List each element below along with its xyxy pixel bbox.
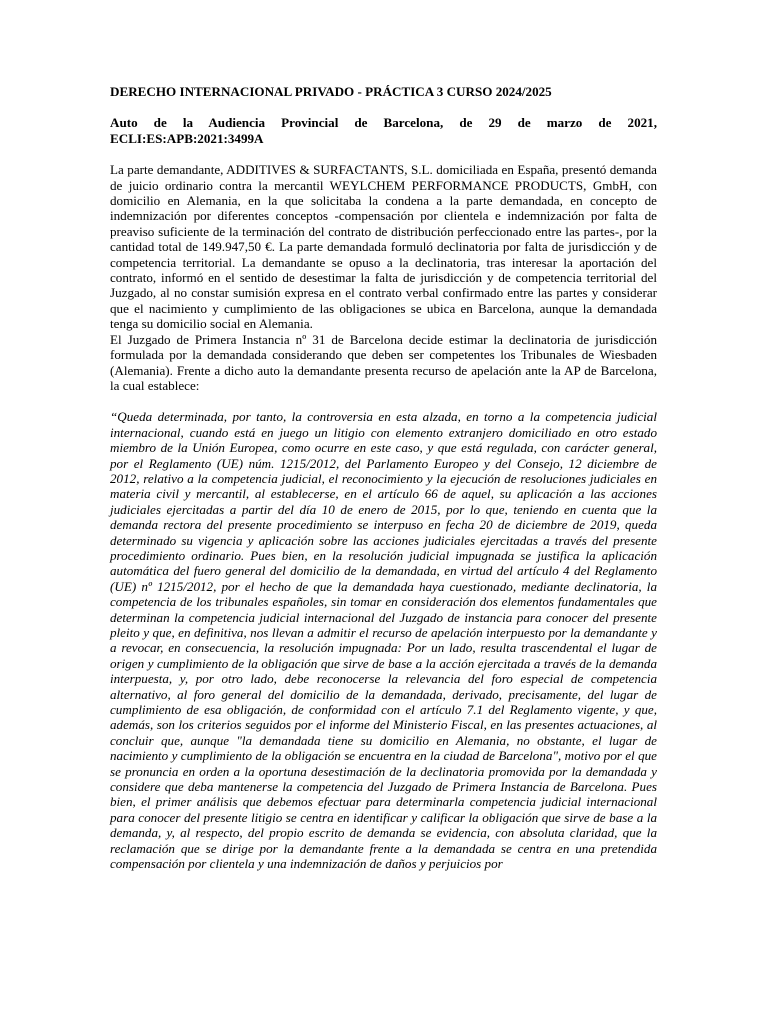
court-quote: “Queda determinada, por tanto, la controversia en esta alzada, en torno a la competencia judicial internacional, cuando está en juego un litigio con elemento extranjero domiciliado en otro estado miembro de la Unión Europea, como ocurre en este caso, y que está regulada, con carácter general, por el Reglamento (UE) núm. 1215/2012, del Parlamento Europeo y del Consejo, 12 diciembre de 2012, relativo a la competencia judicial, el reconocimiento y la ejecución de resoluciones judiciales en materia civil y mercantil, al establecerse, en el artículo 66 de aquel, su aplicación a las acciones judiciales ejercitadas a partir del día 10 de enero de 2015, por lo que, teniendo en cuenta que la demanda rectora del presente procedimiento se interpuso en fecha 20 de diciembre de 2019, queda determinado su vigencia y aplicación sobre las acciones judiciales ejercitadas a través del presente procedimiento ordinario. Pues bien, en la resolución judicial impugnada se justifica la aplicación automática del fuero general del domicilio de la demandada, en virtud del artículo 4 del Reglamento (UE) nº 1215/2012, por el hecho de que la demandada haya cuestionado, mediante declinatoria, la competencia de los tribunales españoles, sin tomar en consideración dos elementos fundamentales que determinan la competencia judicial internacional del Juzgado de instancia para conocer del presente pleito y que, en definitiva, nos llevan a admitir el recurso de apelación interpuesto por la demandante y a revocar, en consecuencia, la resolución impugnada: Por un lado, resulta trascendental el lugar de origen y cumplimiento de la obligación que sirve de base a la acción ejercitada a través de la demanda interpuesta, y, por otro lado, debe reconocerse la relevancia del foro especial de competencia alternativo, al foro general del domicilio de la demandada, derivado, precisamente, del lugar de cumplimiento de esa obligación, de conformidad con el artículo 7.1 del Reglamento vigente, y que, además, son los criterios seguidos por el informe del Ministerio Fiscal, en las presentes actuaciones, al concluir que, aunque "la demandada tiene su domicilio en Alemania, no obstante, el lugar de nacimiento y cumplimiento de la obligación se encuentra en la ciudad de Barcelona", motivo por el que se pronuncia en orden a la oportuna desestimación de la declinatoria promovida por la demandada y considere que deba mantenerse la competencia del Juzgado de Primera Instancia de Barcelona. Pues bien, el primer análisis que debemos efectuar para determinarla competencia judicial internacional para conocer del presente litigio se centra en identificar y calificar la obligación que sirve de base a la demanda, y, al respecto, del propio escrito de demanda se evidencia, con absoluta claridad, que la reclamación que se dirige por la demandante frente a la demandada se centra en una pretendida compensación por clientela y una indemnización de daños y perjuicios por [110, 409, 657, 872]
document-subtitle: Auto de la Audiencia Provincial de Barcelona, de 29 de marzo de 2021, ECLI:ES:APB:2021:3499A [110, 115, 657, 146]
document-title: DERECHO INTERNACIONAL PRIVADO - PRÁCTICA 3 CURSO 2024/2025 [110, 84, 552, 99]
paragraph-facts: La parte demandante, ADDITIVES & SURFACTANTS, S.L. domiciliada en España, presentó demanda de juicio ordinario contra la mercantil WEYLCHEM PERFORMANCE PRODUCTS, GmbH, con domicilio en Alemania, en la que solicitaba la condena a la parte demandada, en concepto de indemnización por diferentes conceptos -compensación por clientela e indemnización por falta de preaviso suficiente de la terminación del contrato de distribución perfeccionado entre las partes-, por la cantidad total de 149.947,50 €. La parte demandada formuló declinatoria por falta de jurisdicción y de competencia territorial. La demandante se opuso a la declinatoria, tras interesar la aportación del contrato, informó en el sentido de desestimar la falta de jurisdicción y de competencia territorial del Juzgado, al no constar sumisión expresa en el contrato verbal confirmado entre las partes y considerar que el nacimiento y cumplimiento de las obligaciones se ubica en Barcelona, aunque la demandada tenga su domicilio social en Alemania. [110, 162, 657, 332]
paragraph-first-instance: El Juzgado de Primera Instancia nº 31 de Barcelona decide estimar la declinatoria de jurisdicción formulada por la demandada considerando que deben ser competentes los Tribunales de Wiesbaden (Alemania). Frente a dicho auto la demandante presenta recurso de apelación ante la AP de Barcelona, la cual establece: [110, 331, 657, 393]
document-page [110, 84, 657, 872]
